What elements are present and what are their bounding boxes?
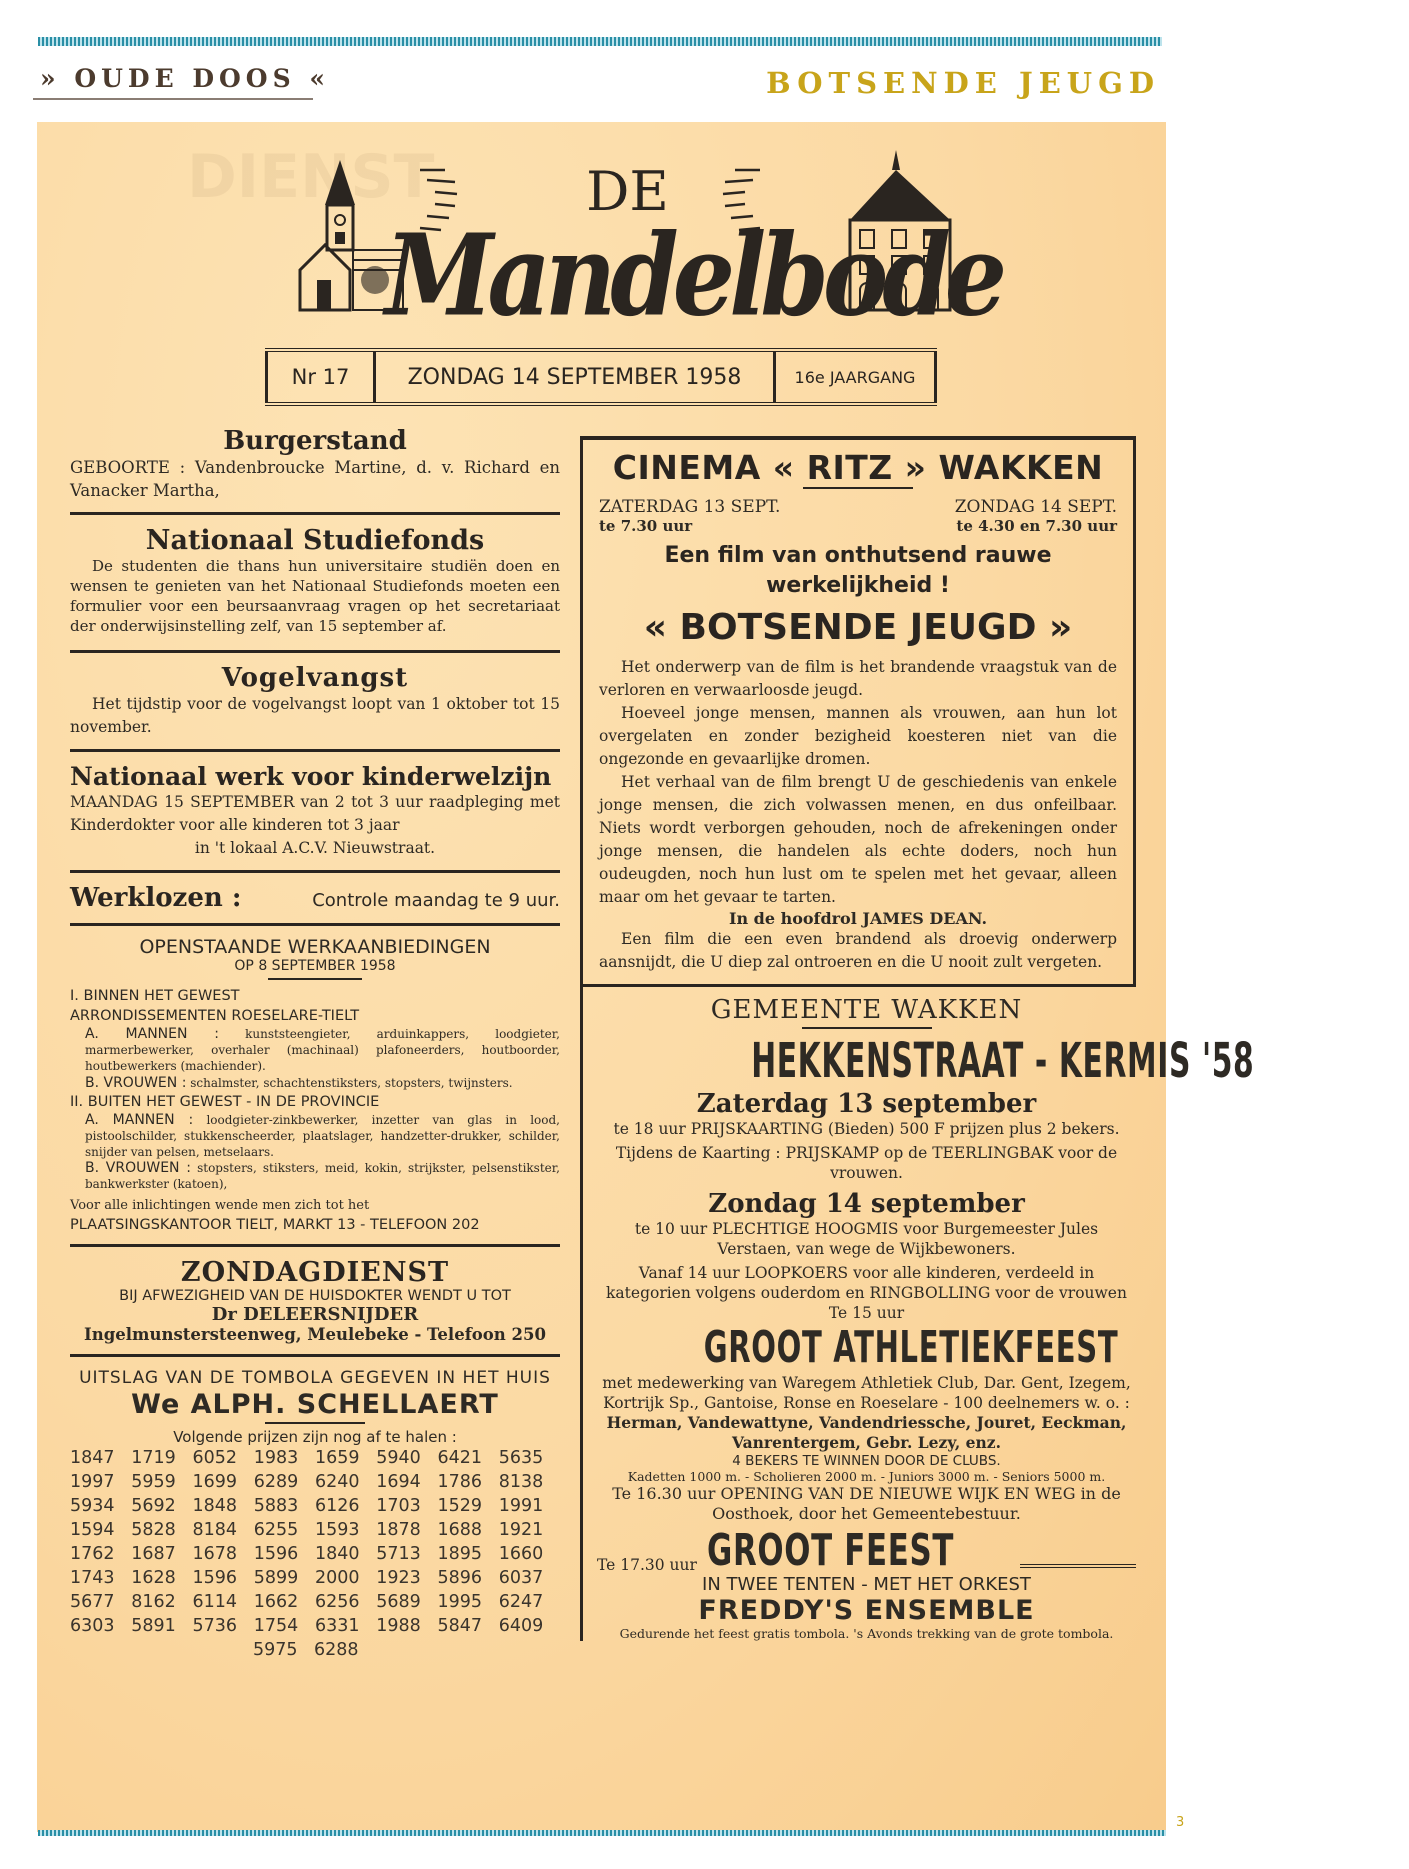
saturday-event: te 18 uur PRIJSKAARTING (Bieden) 500 F prijzen plus 2 bekers. [613, 1120, 1120, 1138]
tombola-number: 6289 [253, 1472, 299, 1492]
band-name: FREDDY'S ENSEMBLE [698, 1595, 1035, 1626]
tombola-number: 1743 [70, 1568, 115, 1588]
masthead-de: DE [586, 160, 669, 223]
burgerstand-text: GEBOORTE : Vandenbroucke Martine, d. v. Richard en Vanacker Martha, [70, 458, 560, 500]
tombola-number: 1983 [253, 1448, 299, 1468]
tombola-number: 1923 [376, 1568, 421, 1588]
tombola-number: 6126 [315, 1496, 360, 1516]
screening-sunday [955, 497, 1117, 535]
tombola-number: 1628 [131, 1568, 176, 1588]
tombola-number: 1662 [253, 1592, 299, 1612]
saturday-event: Tijdens de Kaarting : PRIJSKAMP op de TEERLINGBAK voor de vrouwen. [615, 1144, 1118, 1182]
tombola-number: 5975 [253, 1640, 298, 1660]
saturday-heading: Zaterdag 13 september [696, 1089, 1037, 1119]
kermis-title-wrap [597, 1033, 1255, 1089]
page-number: 3 [1176, 1815, 1185, 1830]
cinema-advertisement [580, 436, 1136, 987]
sunday-heading: Zondag 14 september [708, 1189, 1025, 1219]
kermis-announcement [580, 987, 1255, 1641]
tombola-number: 6247 [498, 1592, 544, 1612]
cinema-paragraph: Het verhaal van de film brengt U de geschiedenis van enkele jonge mensen, die zich volwassen menen, en dus onfeilbaar. Niets wordt verborgen gehouden, noch de afrekeningen onder jonge mensen, die handelen als echte doders, noch hun oudeugden, noch hun lust om te spelen met het gevaar, alleen maar om het gevaar te tarten. [599, 773, 1117, 906]
sunday-event: Vanaf 14 uur LOOPKOERS voor alle kinderen, verdeeld in kategorien volgens ouderdom en RINGBOLLING voor de vrouwen [606, 1264, 1127, 1302]
tombola-number: 6052 [192, 1448, 238, 1468]
tombola-number: 1596 [253, 1544, 299, 1564]
tombola-number: 1594 [70, 1520, 115, 1540]
tombola-number: 1596 [192, 1568, 238, 1588]
feest-row [597, 1525, 1136, 1576]
vogelvangst-section [70, 663, 560, 739]
zondagdienst-notice: BIJ AFWEZIGHEID VAN DE HUISDOKTER WENDT U TOT [119, 1288, 511, 1304]
werkaanbiedingen-office: PLAATSINGSKANTOOR TIELT, MARKT 13 - TELEFOON 202 [70, 1217, 480, 1233]
tombola-number: 5883 [253, 1496, 299, 1516]
tombola-number: 6331 [315, 1616, 360, 1636]
cinema-paragraph: Hoeveel jonge mensen, mannen als vrouwen, aan hun lot overgelaten en zonder bezigheid koesteren niet van die ongezonde en gevaarlijke dromen. [599, 704, 1117, 768]
tombola-number: 5899 [253, 1568, 299, 1588]
tombola-house: We ALPH. SCHELLAERT [131, 1389, 499, 1420]
divider [70, 870, 560, 873]
tombola-section [70, 1367, 560, 1662]
region-1-subheading: ARRONDISSEMENTEN ROESELARE-TIELT [70, 1008, 360, 1024]
screening-times [599, 497, 1117, 535]
vogelvangst-heading: Vogelvangst [221, 663, 409, 693]
kinderwelzijn-section [70, 762, 560, 860]
tombola-intro: UITSLAG VAN DE TOMBOLA GEGEVEN IN HET HUIS [79, 1368, 551, 1388]
tombola-number: 8162 [131, 1592, 176, 1612]
tombola-number: 5934 [70, 1496, 115, 1516]
tombola-number: 5940 [376, 1448, 421, 1468]
tombola-number: 6303 [70, 1616, 115, 1636]
cinema-heading: CINEMA « RITZ » WAKKEN [612, 448, 1104, 487]
tombola-footer: Gedurende het feest gratis tombola. 's Avonds trekking van de grote tombola. [619, 1626, 1114, 1641]
werkaanbiedingen-date: OP 8 SEPTEMBER 1958 [234, 958, 396, 974]
divider [70, 1244, 560, 1247]
tombola-number: 5677 [70, 1592, 115, 1612]
section-underline [33, 98, 313, 100]
divider [802, 1027, 932, 1029]
kinderwelzijn-text: MAANDAG 15 SEPTEMBER van 2 tot 3 uur raadpleging met Kinderdokter voor alle kinderen tot 3 jaar [70, 793, 560, 834]
tombola-number: 1762 [70, 1544, 115, 1564]
region-2-heading: II. BUITEN HET GEWEST - IN DE PROVINCIE [70, 1094, 380, 1110]
issue-volume: 16e JAARGANG [773, 352, 937, 402]
tombola-number: 1688 [437, 1520, 483, 1540]
masthead-title: Mandelbode [385, 210, 1002, 343]
tombola-number: 1678 [192, 1544, 238, 1564]
tombola-number: 5828 [131, 1520, 176, 1540]
athletics-cups: 4 BEKERS TE WINNEN DOOR DE CLUBS. [732, 1453, 1001, 1469]
tombola-number: 1988 [376, 1616, 421, 1636]
tombola-number: 5689 [376, 1592, 421, 1612]
feest-time: Te 17.30 uur [597, 1556, 697, 1574]
doctor-address: Ingelmunstersteenweg, Meulebeke - Telefoon 250 [84, 1325, 546, 1344]
divider [70, 923, 560, 926]
screening-day: ZATERDAG 13 SEPT. [599, 497, 781, 517]
divider [803, 487, 913, 489]
screening-time: te 4.30 en 7.30 uur [956, 517, 1117, 535]
tombola-number: 6037 [498, 1568, 544, 1588]
tombola-number: 6409 [498, 1616, 544, 1636]
region-2-men: A. MANNEN : loodgieter-zinkbewerker, inzetter van glas in lood, pistoolschilder, stukkenscheerder, plaatslager, handzetter-drukker, schilder, snijder van pelsen, metselaars. [85, 1112, 560, 1159]
tombola-number: 1995 [437, 1592, 483, 1612]
issue-number: Nr 17 [265, 352, 373, 402]
issue-date: ZONDAG 14 SEPTEMBER 1958 [373, 352, 773, 402]
tombola-number: 1878 [376, 1520, 421, 1540]
tombola-number: 1754 [253, 1616, 299, 1636]
tombola-number: 1703 [376, 1496, 421, 1516]
divider [1020, 1564, 1136, 1568]
right-column [580, 422, 1255, 1641]
athletics-title-wrap [597, 1323, 1136, 1373]
tombola-number: 1699 [192, 1472, 238, 1492]
athletics-participants: met medewerking van Waregem Athletiek Club, Dar. Gent, Izegem, Kortrijk Sp., Gantoise, Ronse en Roeselare - 100 deelnemers w. o. : Herman, Vandewattyne, Vandendriessche, Jouret, Eeckman, Vanrentergem, Gebr. Lezy, enz. [602, 1374, 1131, 1452]
opening-event: Te 16.30 uur OPENING VAN DE NIEUWE WIJK EN WEG in de Oosthoek, door het Gemeentebestuur. [612, 1484, 1121, 1523]
sunday-event: te 10 uur PLECHTIGE HOOGMIS voor Burgemeester Jules Verstaen, van wege de Wijkbewoners. [634, 1220, 1099, 1258]
studiefonds-heading: Nationaal Studiefonds [145, 525, 485, 556]
film-title: « BOTSENDE JEUGD » [643, 607, 1073, 648]
tombola-numbers-last-row [70, 1638, 560, 1662]
tombola-number: 8184 [192, 1520, 238, 1540]
divider [70, 1354, 560, 1357]
tombola-number: 5891 [131, 1616, 176, 1636]
divider [265, 1422, 365, 1424]
feest-title: GROOT FEEST [707, 1525, 955, 1576]
feest-location: IN TWEE TENTEN - MET HET ORKEST [702, 1574, 1031, 1595]
tombola-number: 1895 [437, 1544, 483, 1564]
divider [70, 650, 560, 653]
tombola-number: 6256 [315, 1592, 360, 1612]
tombola-number: 5713 [376, 1544, 421, 1564]
tombola-number: 1687 [131, 1544, 176, 1564]
municipality-heading: GEMEENTE WAKKEN [710, 995, 1023, 1025]
burgerstand-section [70, 426, 560, 502]
werkaanbiedingen-contact: Voor alle inlichtingen wende men zich tot het [70, 1198, 370, 1213]
tombola-number: 6114 [192, 1592, 238, 1612]
tombola-number: 6421 [437, 1448, 483, 1468]
screening-time: te 7.30 uur [599, 517, 693, 535]
tombola-number: 6255 [253, 1520, 299, 1540]
tombola-number: 2000 [315, 1568, 360, 1588]
tombola-number: 5896 [437, 1568, 483, 1588]
tombola-number: 1529 [437, 1496, 483, 1516]
kinderwelzijn-heading: Nationaal werk voor kinderwelzijn [70, 762, 552, 791]
divider [70, 749, 560, 752]
masthead [295, 150, 1002, 343]
kermis-title: HEKKENSTRAAT - KERMIS '58 [751, 1033, 1255, 1089]
tombola-number: 1659 [315, 1448, 360, 1468]
newspaper-scan [37, 122, 1255, 1832]
tombola-number: 1719 [131, 1448, 176, 1468]
werklozen-heading: Werklozen : [70, 883, 242, 913]
divider [70, 512, 560, 515]
studiefonds-section [70, 525, 560, 636]
cinema-tagline: Een film van onthutsend rauwe werkelijkheid ! [664, 543, 1052, 598]
region-1-men: A. MANNEN : kunststeengieter, arduinkappers, loodgieter, marmerbewerker, overhaler (machinaal) plafoneerders, houtboorder, houtbewerkers (machiender). [85, 1026, 560, 1073]
tombola-number: 5692 [131, 1496, 176, 1516]
tombola-number: 1660 [498, 1544, 544, 1564]
werkaanbiedingen-section [70, 936, 560, 1234]
screening-day: ZONDAG 14 SEPT. [954, 497, 1117, 517]
tombola-number: 5847 [437, 1616, 483, 1636]
burgerstand-heading: Burgerstand [223, 426, 407, 456]
cinema-paragraph: Het onderwerp van de film is het brandende vraagstuk van de verloren en verwaarloosde jeugd. [599, 658, 1117, 699]
tombola-number: 1847 [70, 1448, 115, 1468]
tombola-number: 6288 [314, 1640, 359, 1660]
sunday-event-time: Te 15 uur [828, 1304, 905, 1322]
left-column [70, 422, 560, 1662]
tombola-number: 6240 [315, 1472, 360, 1492]
tombola-number: 1840 [315, 1544, 360, 1564]
region-2-women: B. VROUWEN : stopsters, stiksters, meid, kokin, strijkster, pelsenstikster, bankwerkster (katoen), [85, 1160, 560, 1191]
issue-info-bar [265, 348, 937, 406]
tombola-number: 5736 [192, 1616, 238, 1636]
tombola-number: 5959 [131, 1472, 176, 1492]
kinderwelzijn-location: in 't lokaal A.C.V. Nieuwstraat. [194, 839, 436, 857]
tombola-number: 1997 [70, 1472, 115, 1492]
tombola-number: 1786 [437, 1472, 483, 1492]
zondagdienst-section [70, 1257, 560, 1344]
athletics-title: GROOT ATHLETIEKFEEST [703, 1322, 1119, 1373]
werklozen-text: Controle maandag te 9 uur. [312, 890, 560, 911]
article-title: BOTSENDE JEUGD [766, 66, 1160, 100]
werklozen-section [70, 883, 560, 913]
bleed-through-text: DIENST [187, 142, 435, 212]
top-decorative-stripe [38, 37, 1162, 46]
werkaanbiedingen-heading: OPENSTAANDE WERKAANBIEDINGEN [139, 936, 491, 958]
region-1-women: B. VROUWEN : schalmster, schachtenstiksters, stopsters, twijnsters. [85, 1075, 513, 1091]
vogelvangst-text: Het tijdstip voor de vogelvangst loopt van 1 oktober tot 15 november. [70, 695, 560, 736]
tombola-number: 5635 [498, 1448, 544, 1468]
doctor-name: Dr DELEERSNIJDER [211, 1304, 419, 1325]
cinema-paragraph: Een film die een even brandend als droevig onderwerp aansnijdt, die U diep zal ontroeren en die U nooit zult vergeten. [599, 930, 1117, 971]
section-label: » OUDE DOOS « [40, 64, 330, 93]
divider [268, 978, 362, 980]
tombola-number: 1991 [498, 1496, 544, 1516]
tombola-number: 1593 [315, 1520, 360, 1540]
zondagdienst-heading: ZONDAGDIENST [180, 1257, 450, 1288]
tombola-number: 1921 [498, 1520, 544, 1540]
screening-saturday [599, 497, 780, 535]
tombola-numbers-grid [70, 1446, 560, 1638]
athletics-distances: Kadetten 1000 m. - Scholieren 2000 m. - Juniors 3000 m. - Seniors 5000 m. [627, 1469, 1106, 1484]
tombola-number: 1848 [192, 1496, 238, 1516]
film-star: In de hoofdrol JAMES DEAN. [728, 909, 988, 928]
region-1-heading: I. BINNEN HET GEWEST [70, 988, 240, 1004]
tombola-number: 1694 [376, 1472, 421, 1492]
tombola-note: Volgende prijzen zijn nog af te halen : [173, 1428, 457, 1446]
studiefonds-text: De studenten die thans hun universitaire studiën doen en wensen te genieten van het Nationaal Studiefonds moeten een formulier voor een beursaanvraag vragen op het secretariaat der onderwijsinstelling zelf, van 15 september af. [70, 557, 560, 635]
tombola-number: 8138 [498, 1472, 544, 1492]
bottom-decorative-stripe [38, 1830, 1166, 1836]
